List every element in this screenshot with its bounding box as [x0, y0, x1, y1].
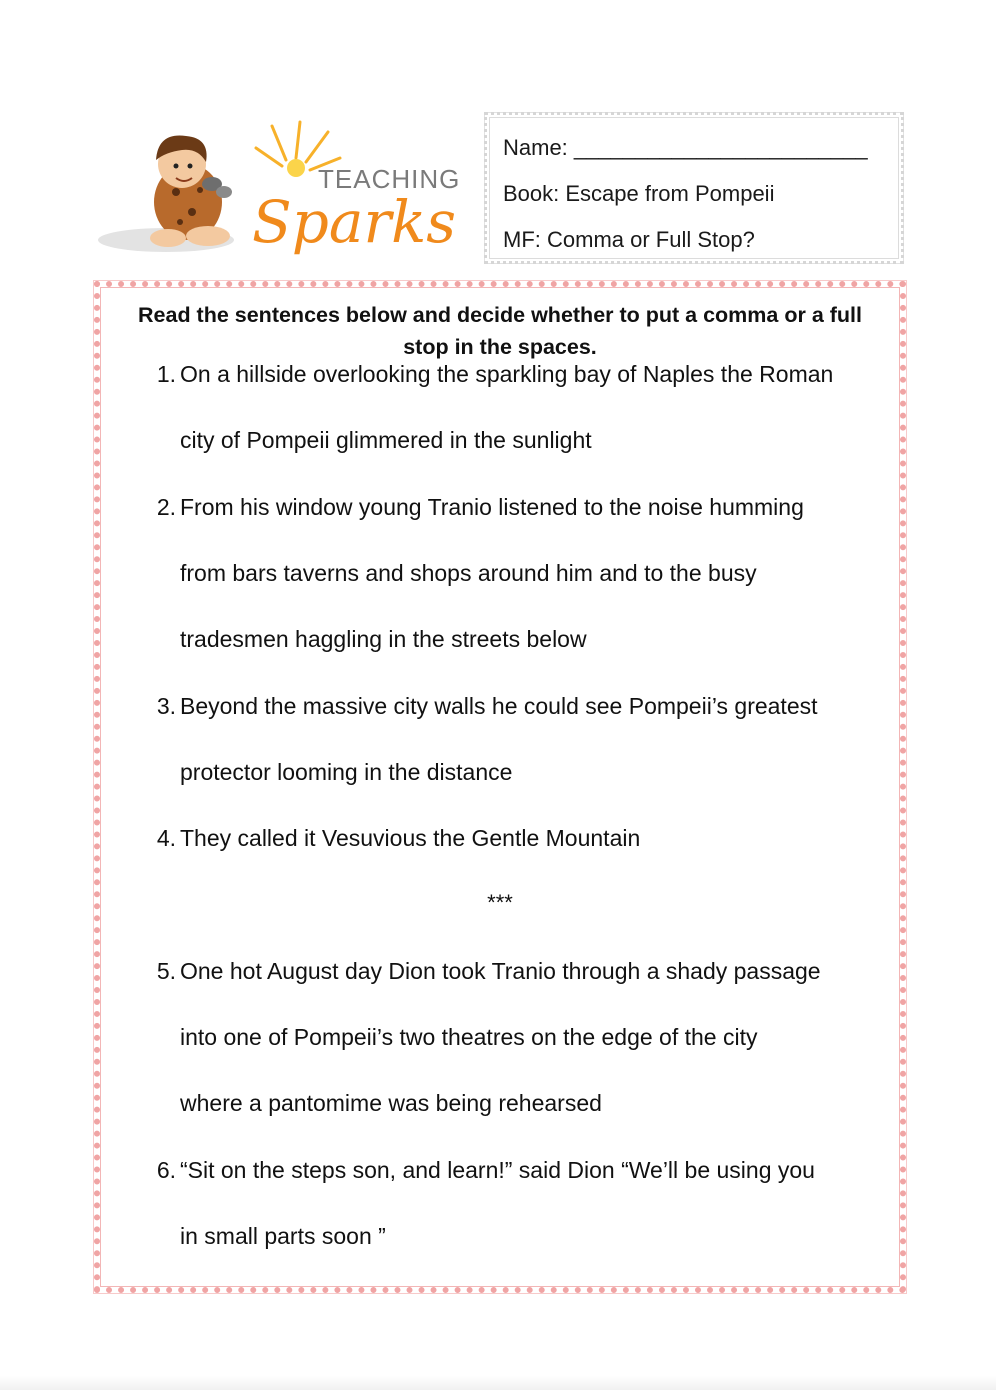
name-field[interactable]: Name: ________________________ — [503, 135, 868, 160]
student-info-box — [484, 112, 904, 264]
svg-text:Sparks: Sparks — [252, 188, 457, 256]
question-line: where a pantomime was being rehearsed — [180, 1090, 602, 1116]
question-number: 3. — [156, 693, 176, 719]
page-bottom-shadow — [0, 1376, 996, 1390]
question-number: 2. — [156, 494, 176, 520]
question-line: tradesmen haggling in the streets below — [180, 626, 587, 652]
instructions: Read the sentences below and decide whether to put a comma or a full stop in the spaces. — [138, 303, 862, 359]
question-line: into one of Pompeii’s two theatres on the edge of the city — [180, 1024, 758, 1050]
question-line: One hot August day Dion took Tranio through a shady passage — [180, 958, 821, 984]
svg-text:TEACHING: TEACHING — [318, 164, 461, 194]
question-line: Beyond the massive city walls he could see Pompeii’s greatest — [180, 693, 818, 719]
question-number: 5. — [156, 958, 176, 984]
question-line: city of Pompeii glimmered in the sunlight — [180, 427, 592, 453]
question-line: They called it Vesuvious the Gentle Mountain — [180, 825, 641, 851]
teaching-sparks-logo — [96, 112, 468, 262]
question-line: “Sit on the steps son, and learn!” said Dion “We’ll be using you — [180, 1157, 815, 1183]
section-separator: *** — [487, 890, 513, 915]
question-line: From his window young Tranio listened to the noise humming — [180, 494, 804, 520]
question-line: in small parts soon ” — [180, 1223, 386, 1249]
question-line: protector looming in the distance — [180, 759, 513, 785]
exercise-box — [94, 281, 906, 1293]
question-number: 6. — [156, 1157, 176, 1183]
question-line: On a hillside overlooking the sparkling bay of Naples the Roman — [180, 361, 834, 387]
book-title: Book: Escape from Pompeii — [503, 181, 775, 206]
logo-graphic — [96, 112, 468, 262]
focus-title: MF: Comma or Full Stop? — [503, 227, 755, 252]
question-line: from bars taverns and shops around him and to the busy — [180, 560, 757, 586]
question-number: 1. — [156, 361, 176, 387]
question-number: 4. — [156, 825, 176, 851]
